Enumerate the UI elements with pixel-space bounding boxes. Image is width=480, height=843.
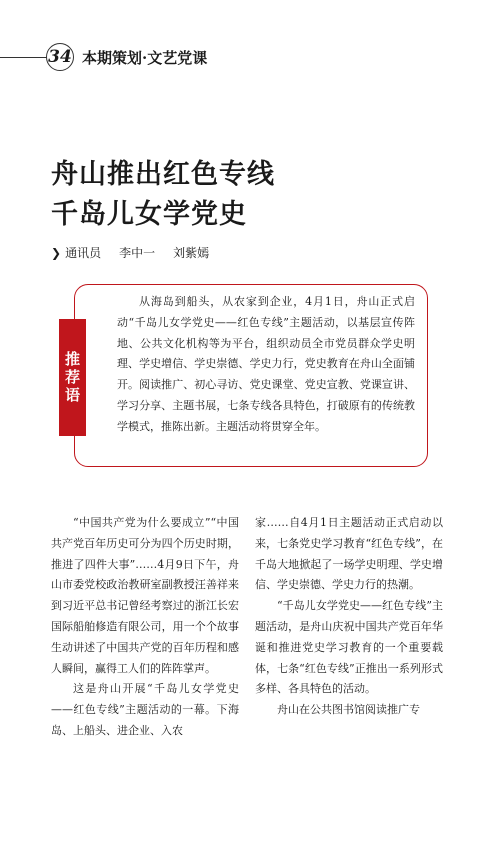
chevron-right-icon: ❯ [51,246,62,260]
body-paragraph: “中国共产党为什么要成立”“中国共产党百年历史可分为四个历史时期，推进了四件大事”……4月9日下午，舟山市委党校政治教研室副教授汪善祥来到习近平总书记曾经考察过的浙江长宏国际船舶修造有限公司，用一个个故事生动讲述了中国共产党的百年历程和感人瞬间，赢得工人们的阵阵掌声。 [51,516,239,675]
header-rule [0,57,48,58]
body-paragraph: 这是舟山开展“千岛儿女学党史——红色专线”主题活动的一幕。下海岛、上船头、进企业、入农 [51,682,239,737]
body-paragraph: 舟山在公共图书馆阅读推广专 [277,703,420,717]
section-label: 本期策划·文艺党课 [82,49,208,67]
byline [51,244,209,261]
body-column-2 [255,513,443,721]
article-title [51,155,275,235]
page-number: 34 [46,43,74,71]
recommend-text: 从海岛到船头，从农家到企业，4月1日，舟山正式启动“千岛儿女学党史——红色专线”主题活动，以基层宣传阵地、公共文化机构等为平台，组织动员全市党员群众学史明理、学史增信、学史崇德、学史力行，党史教育在舟山全面铺开。阅读推广、初心寻访、党史课堂、党史宣教、党课宣讲、学习分享、主题书展，七条专线各具特色，打破原有的传统教学模式，推陈出新。主题活动将贯穿全年。 [117,295,415,433]
body-paragraph: “千岛儿女学党史——红色专线”主题活动，是舟山庆祝中国共产党百年华诞和推进党史学习教育的一个重要载体，七条“红色专线”正推出一系列形式多样、各具特色的活动。 [255,599,443,696]
body-paragraph: 家……自4月1日主题活动正式启动以来，七条党史学习教育“红色专线”，在千岛大地掀起了一场学史明理、学史增信、学史崇德、学史力行的热潮。 [255,516,443,592]
title-line-1: 舟山推出红色专线 [51,159,275,190]
byline-author-1: 李中一 [119,246,156,260]
byline-prefix: 通讯员 [65,246,102,260]
body-column-1 [51,513,239,742]
recommend-tag: 推荐语 [59,319,86,436]
byline-author-2: 刘紫嫣 [173,246,210,260]
title-line-2: 千岛儿女学党史 [51,199,247,230]
